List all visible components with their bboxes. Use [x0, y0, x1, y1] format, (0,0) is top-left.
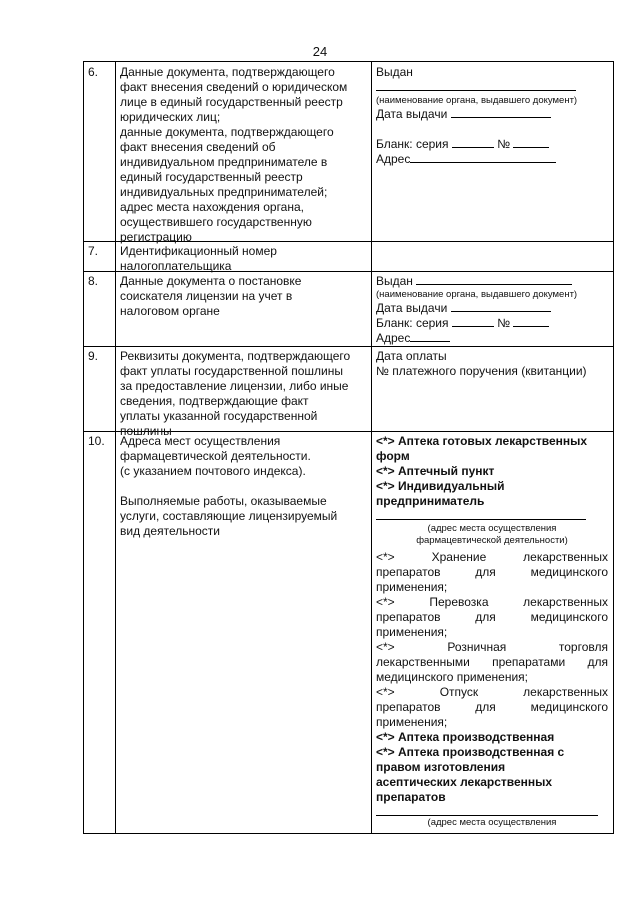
row-6-desc-line: факт внесения сведений о юридическом [120, 80, 348, 94]
service-option-line: применения; [376, 625, 448, 639]
row-9-desc-line: Реквизиты документа, подтверждающего [120, 349, 351, 363]
row-divider-8-9 [84, 346, 613, 347]
issuer-input-line[interactable] [376, 80, 576, 91]
row-6-desc-line: осуществившего государственную [120, 215, 312, 229]
option-checkbox-label: препаратов [376, 790, 446, 804]
issue-date-label: Дата выдачи [376, 301, 448, 315]
row-8-desc-line: соискателя лицензии на учет в [120, 289, 293, 303]
option-checkbox-label[interactable]: <*> Аптека производственная с [376, 745, 565, 759]
payment-order-label: № платежного поручения (квитанции) [376, 364, 587, 378]
address-note: (адрес места осуществления [427, 523, 557, 534]
row-10-desc-line: (с указанием почтового индекса). [120, 464, 306, 478]
row-6-desc-line: лице в единый государственный реестр [120, 95, 343, 109]
row-7-desc-line: Идентификационный номер [120, 244, 277, 258]
payment-date-label: Дата оплаты [376, 349, 447, 363]
row-10-desc-line: Выполняемые работы, оказываемые [120, 494, 327, 508]
row-9-desc-line: сведения, подтверждающие факт [120, 394, 309, 408]
row-8-description [120, 274, 370, 319]
row-10-desc-line: Адреса мест осуществления [120, 434, 281, 448]
service-option[interactable]: <*> Розничная торговля [376, 640, 608, 654]
issued-label: Выдан [376, 274, 413, 288]
option-checkbox-label[interactable]: <*> Индивидуальный [376, 479, 505, 493]
service-option-line: применения; [376, 580, 448, 594]
row-9-desc-line: факт уплаты государственной пошлины [120, 364, 343, 378]
row-6-value [376, 65, 608, 167]
issuer-input-line[interactable] [416, 274, 572, 285]
option-checkbox-label[interactable]: <*> Аптека готовых лекарственных [376, 434, 588, 448]
row-9-desc-line: пошлины [120, 424, 172, 438]
service-option-line: лекарственными препаратами для [376, 655, 608, 669]
service-option-line: медицинского применения; [376, 670, 529, 684]
service-option-line: препаратов для медицинского [376, 565, 608, 579]
service-option-line: препаратов для медицинского [376, 610, 608, 624]
application-table [83, 61, 614, 834]
row-10-number: 10. [88, 434, 105, 448]
row-6-desc-line: факт внесения сведений об [120, 140, 276, 154]
option-checkbox-label[interactable]: <*> Аптечный пункт [376, 464, 495, 478]
option-checkbox-label: правом изготовления [376, 760, 506, 774]
form-series-input-line[interactable] [452, 316, 494, 327]
form-series-input-line[interactable] [452, 137, 494, 148]
row-9-description [120, 349, 370, 439]
address-label: Адрес [376, 331, 411, 345]
row-7-desc-line: налогоплательщика [120, 259, 232, 273]
issuer-note: (наименование органа, выдавшего документ) [376, 95, 578, 106]
number-sign: № [497, 316, 511, 330]
row-6-desc-line: адрес места нахождения органа, [120, 200, 304, 214]
row-10-desc-line: услуги, составляющие лицензируемый [120, 509, 338, 523]
row-6-description [120, 65, 370, 245]
address-input-line[interactable] [410, 331, 450, 342]
issue-date-input-line[interactable] [451, 107, 551, 118]
row-9-value [376, 349, 608, 379]
address-note: фармацевтической деятельности) [416, 535, 568, 546]
row-10-desc-line: вид деятельности [120, 524, 220, 538]
option-checkbox-label[interactable]: <*> Аптека производственная [376, 730, 555, 744]
row-8-desc-line: налоговом органе [120, 304, 220, 318]
row-10-description [120, 434, 370, 539]
row-7-number: 7. [88, 244, 99, 258]
activity-address-input-line[interactable] [376, 509, 586, 520]
number-sign: № [497, 137, 511, 151]
issue-date-label: Дата выдачи [376, 107, 448, 121]
service-option[interactable]: <*> Отпуск лекарственных [376, 685, 608, 699]
row-9-number: 9. [88, 349, 99, 363]
row-7-description [120, 244, 370, 274]
row-6-desc-line: Данные документа, подтверждающего [120, 65, 335, 79]
form-number-input-line[interactable] [513, 316, 549, 327]
row-10-desc-line: фармацевтической деятельности. [120, 449, 311, 463]
row-10-value [376, 434, 608, 829]
row-6-desc-line: индивидуальных предпринимателей; [120, 185, 328, 199]
row-6-desc-line: единый государственный реестр [120, 170, 303, 184]
option-checkbox-label: асептических лекарственных [376, 775, 553, 789]
row-8-desc-line: Данные документа о постановке [120, 274, 302, 288]
row-8-value [376, 274, 608, 346]
row-6-desc-line: индивидуальном предпринимателе в [120, 155, 328, 169]
row-9-desc-line: за предоставление лицензии, либо иные [120, 379, 349, 393]
row-6-number: 6. [88, 65, 99, 79]
service-option[interactable]: <*> Хранение лекарственных [376, 550, 608, 564]
address-note: (адрес места осуществления [427, 817, 557, 828]
production-address-input-line[interactable] [376, 805, 598, 816]
page-number: 24 [312, 44, 328, 59]
form-series-label: Бланк: серия [376, 137, 449, 151]
address-input-line[interactable] [410, 152, 556, 163]
issued-label: Выдан [376, 65, 413, 79]
address-label: Адрес [376, 152, 411, 166]
option-checkbox-label: предприниматель [376, 494, 485, 508]
row-9-desc-line: уплаты указанной государственной [120, 409, 318, 423]
row-6-desc-line: регистрацию [120, 230, 192, 244]
option-checkbox-label: форм [376, 449, 410, 463]
service-option[interactable]: <*> Перевозка лекарственных [376, 595, 608, 609]
form-number-input-line[interactable] [513, 137, 549, 148]
form-series-label: Бланк: серия [376, 316, 449, 330]
row-8-number: 8. [88, 274, 99, 288]
column-divider-value [371, 62, 372, 833]
row-6-desc-line: данные документа, подтверждающего [120, 125, 334, 139]
issue-date-input-line[interactable] [451, 301, 551, 312]
row-6-desc-line: юридических лиц; [120, 110, 221, 124]
column-divider-number [115, 62, 116, 833]
issuer-note: (наименование органа, выдавшего документ) [376, 289, 578, 300]
service-option-line: препаратов для медицинского [376, 700, 608, 714]
service-option-line: применения; [376, 715, 448, 729]
